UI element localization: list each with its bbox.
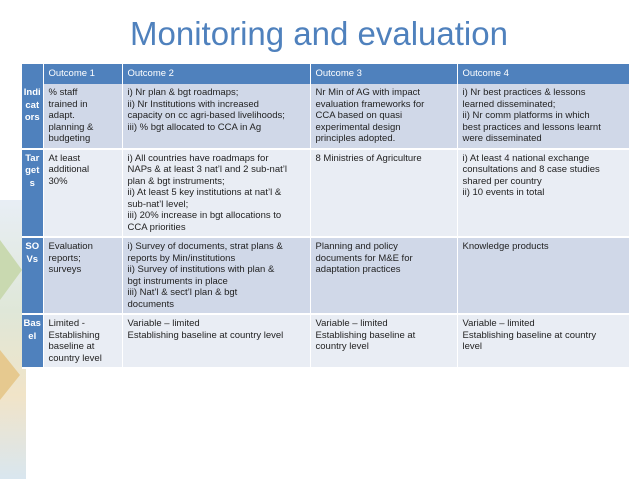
cell-line: additional	[48, 164, 90, 175]
cell-line: best practices and lessons learnt	[462, 121, 601, 133]
decorative-shape	[0, 350, 20, 400]
cell-line: ii) 10 events in total	[462, 187, 545, 198]
table-row	[22, 314, 629, 368]
cell-line: country level	[315, 341, 369, 352]
cell-line: i) Nr plan & bgt roadmaps;	[127, 87, 239, 98]
table-cell	[122, 237, 310, 314]
cell-line: experimental design	[315, 121, 401, 133]
cell-line: ii) Nr Institutions with increased	[127, 98, 259, 110]
cell-line: ii) Nr comm platforms in which	[462, 110, 590, 121]
cell-line: Establishing	[48, 329, 100, 341]
header-corner	[22, 64, 43, 84]
table-cell	[122, 84, 310, 149]
header-outcome-4: Outcome 4	[457, 64, 629, 84]
cell-line: NAPs & at least 3 nat’l and 2 sub-nat’l	[127, 164, 287, 175]
cell-line: iii) 20% increase in bgt allocations to	[127, 210, 282, 221]
cell-line: Nr Min of AG with impact	[315, 87, 421, 98]
cell-line: Knowledge products	[462, 241, 549, 252]
header-outcome-2: Outcome 2	[122, 64, 310, 84]
cell-line: 8 Ministries of Agriculture	[315, 152, 422, 164]
table-cell	[43, 314, 122, 368]
decorative-shape	[0, 240, 22, 300]
cell-line: country level	[48, 352, 102, 364]
cell-line: documents	[127, 298, 174, 310]
cell-line: iii) % bgt allocated to CCA in Ag	[127, 121, 262, 133]
slide-title: Monitoring and evaluation	[130, 15, 508, 52]
table-cell	[43, 237, 122, 314]
row-header: SOVs	[22, 237, 43, 314]
table-cell	[310, 84, 457, 149]
cell-line: i) At least 4 national exchange	[462, 152, 590, 164]
cell-line: were disseminated	[462, 133, 542, 144]
cell-line: Establishing baseline at country	[462, 329, 597, 341]
cell-line: iii) Nat’l & sect’l plan & bgt	[127, 287, 238, 298]
cell-line: level	[462, 341, 483, 352]
cell-line: Variable – limited	[315, 318, 388, 329]
table-row	[22, 84, 629, 149]
table-cell	[43, 84, 122, 149]
cell-line: i) All countries have roadmaps for	[127, 152, 269, 164]
monitoring-evaluation-table	[22, 64, 630, 369]
table-cell	[122, 314, 310, 368]
cell-line: consultations and 8 case studies	[462, 164, 600, 175]
table-row	[22, 237, 629, 314]
cell-line: CCA priorities	[127, 221, 186, 233]
table-cell	[310, 237, 457, 314]
row-header: Targets	[22, 149, 43, 238]
cell-line: documents for M&E for	[315, 252, 413, 264]
cell-line: ii) Survey of institutions with plan &	[127, 264, 275, 275]
cell-line: Variable – limited	[127, 318, 200, 329]
table-cell	[122, 149, 310, 238]
table-cell	[457, 237, 629, 314]
cell-line: Evaluation	[48, 241, 93, 252]
cell-line: bgt instruments in place	[127, 275, 228, 287]
table-cell	[457, 314, 629, 368]
cell-line: planning &	[48, 121, 94, 133]
cell-line: evaluation frameworks for	[315, 98, 425, 110]
cell-line: baseline at	[48, 341, 95, 352]
cell-line: Variable – limited	[462, 318, 535, 329]
cell-line: trained in	[48, 98, 88, 110]
cell-line: reports;	[48, 252, 81, 264]
cell-line: Planning and policy	[315, 241, 398, 252]
cell-line: surveys	[48, 264, 82, 275]
cell-line: adaptation practices	[315, 264, 401, 275]
cell-line: i) Survey of documents, strat plans &	[127, 241, 283, 252]
cell-line: CCA based on quasi	[315, 110, 403, 121]
cell-line: adapt.	[48, 110, 75, 121]
cell-line: Establishing baseline at	[315, 329, 416, 341]
cell-line: At least	[48, 152, 81, 164]
cell-line: % staff	[48, 87, 78, 98]
cell-line: Limited -	[48, 318, 85, 329]
table-row	[22, 149, 629, 238]
cell-line: learned disseminated;	[462, 98, 556, 110]
table-cell	[457, 84, 629, 149]
row-header: Indicators	[22, 84, 43, 149]
table-cell	[310, 149, 457, 238]
cell-line: i) Nr best practices & lessons	[462, 87, 586, 98]
cell-line: shared per country	[462, 175, 542, 187]
cell-line: budgeting	[48, 133, 91, 144]
row-header: Basel	[22, 314, 43, 368]
table-cell	[43, 149, 122, 238]
cell-line: reports by Min/institutions	[127, 252, 236, 264]
cell-line: Establishing baseline at country level	[127, 329, 284, 341]
cell-line: principles adopted.	[315, 133, 396, 144]
cell-line: 30%	[48, 175, 68, 187]
cell-line: capacity on cc agri-based livelihoods;	[127, 110, 285, 121]
cell-line: sub-nat’l level;	[127, 198, 189, 210]
cell-line: plan & bgt instruments;	[127, 175, 225, 187]
cell-line: ii) At least 5 key institutions at nat’l &	[127, 187, 282, 198]
table-cell	[310, 314, 457, 368]
table-cell	[457, 149, 629, 238]
table-header-row	[22, 64, 629, 84]
header-outcome-1: Outcome 1	[43, 64, 122, 84]
header-outcome-3: Outcome 3	[310, 64, 457, 84]
